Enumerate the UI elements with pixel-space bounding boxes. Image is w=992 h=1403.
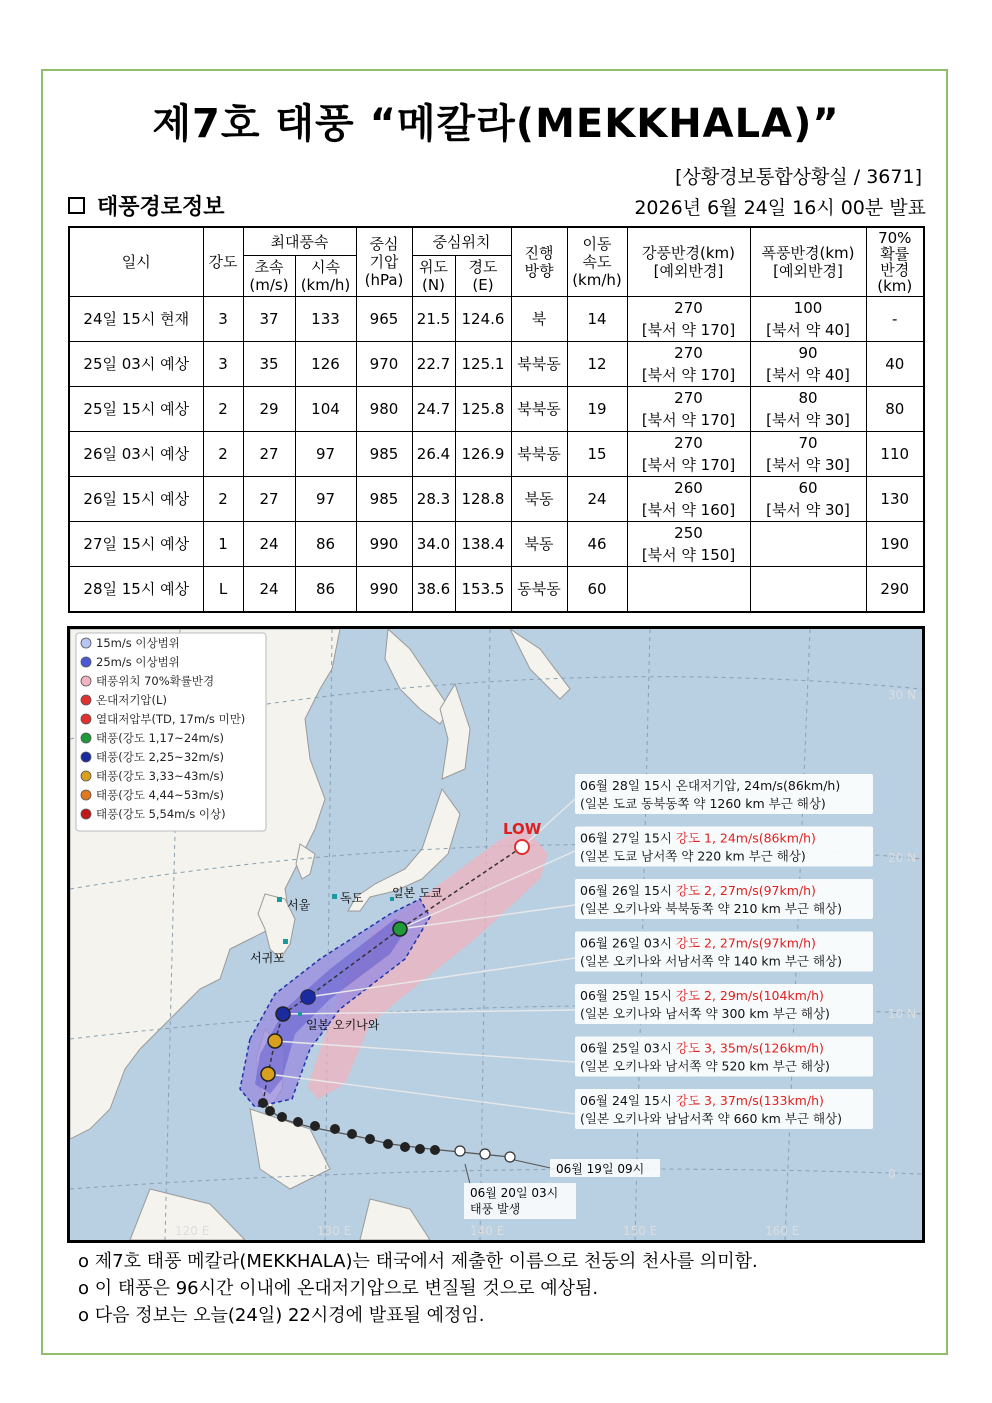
genesis-leader (465, 1164, 470, 1184)
cell-prob-radius: 110 (866, 432, 924, 477)
cell-wind-kmh: 97 (295, 477, 356, 522)
start-leader (510, 1159, 555, 1169)
cell-gale-radius-value: 270 (674, 389, 703, 407)
cell-intensity: 2 (203, 432, 243, 477)
typhoon-4-icon (81, 790, 91, 800)
map-svg (70, 629, 922, 1240)
cell-datetime: 24일 15시 현재 (69, 297, 203, 342)
annotation-location: (일본 오키나와 남서쪽 약 520 km 부근 해상) (580, 1058, 830, 1074)
cell-datetime: 25일 15시 예상 (69, 387, 203, 432)
legend-label: 온대저기압(L) (96, 693, 167, 707)
cell-gale-radius (627, 387, 750, 432)
annotation-time (580, 936, 816, 951)
header-wind-kmh: 시속 (km/h) (295, 256, 356, 297)
legend-label: 태풍위치 70%확률반경 (96, 674, 215, 688)
table-row (69, 567, 924, 613)
cell-storm-radius (750, 432, 866, 477)
department-label: [상황경보통합상황실 / 3671] (675, 166, 922, 188)
cell-storm-radius-value: 100 (793, 299, 823, 317)
cell-direction: 북 (511, 297, 567, 342)
place-tokyo: 일본 도쿄 (392, 886, 443, 900)
place-seoul: 서울 (287, 898, 311, 912)
cell-lon: 153.5 (455, 567, 511, 613)
td-symbols (455, 1146, 515, 1162)
typhoon-5-icon (81, 809, 91, 819)
cell-lat: 22.7 (412, 342, 455, 387)
cell-gale-radius (627, 342, 750, 387)
cell-speed: 19 (567, 387, 627, 432)
lat-label: 20 N (888, 851, 917, 865)
cell-gale-radius-value: 270 (674, 299, 703, 317)
annotation-time (580, 883, 816, 898)
annotation-location: (일본 오키나와 서남서쪽 약 140 km 부근 해상) (580, 953, 842, 969)
cell-wind-kmh: 86 (295, 522, 356, 567)
cell-datetime: 25일 03시 예상 (69, 342, 203, 387)
lat-label: 30 N (888, 688, 917, 702)
cell-wind-ms: 24 (243, 567, 295, 613)
legend-label: 태풍(강도 1,17~24m/s) (96, 731, 225, 745)
cell-storm-radius-value (751, 567, 866, 589)
cell-lon: 125.8 (455, 387, 511, 432)
annotation-time (580, 831, 816, 846)
cell-wind-ms: 24 (243, 522, 295, 567)
cell-speed: 15 (567, 432, 627, 477)
annotation-time-text: 06월 28일 15시 온대저기압, 24m/s(86km/h) (580, 778, 841, 793)
cell-storm-radius-exception: [북서 약 40] (766, 366, 850, 384)
cell-storm-radius-exception: [북서 약 30] (766, 411, 850, 429)
header-lat: 위도 (N) (412, 256, 455, 297)
typhoon-2-icon (81, 752, 91, 762)
place-seogwipo: 서귀포 (250, 951, 285, 965)
cell-gale-radius-exception: [북서 약 170] (641, 366, 736, 384)
annotation-time (580, 778, 840, 793)
genesis-label-text: 태풍 발생 (470, 1202, 521, 1216)
lon-label: 160 E (765, 1224, 800, 1238)
cell-prob-radius: - (866, 297, 924, 342)
cell-gale-radius-exception (628, 589, 750, 611)
header-datetime: 일시 (69, 227, 203, 297)
annotation-location: (일본 오키나와 북북동쪽 약 210 km 부근 해상) (580, 901, 842, 916)
annotation-location: (일본 도쿄 남서쪽 약 220 km 부근 해상) (580, 848, 806, 864)
note-3: o 다음 정보는 오늘(24일) 22시경에 발표될 예정임. (78, 1305, 485, 1326)
cell-wind-ms: 27 (243, 432, 295, 477)
annotation-time (580, 1093, 824, 1108)
cell-pressure: 980 (356, 387, 412, 432)
map-legend (76, 633, 266, 831)
lon-label: 150 E (623, 1224, 658, 1238)
cell-intensity: 1 (203, 522, 243, 567)
cell-lon: 125.1 (455, 342, 511, 387)
tropical-depression-icon (81, 714, 91, 724)
cell-pressure: 990 (356, 567, 412, 613)
cell-pressure: 965 (356, 297, 412, 342)
lat-label: 0 (888, 1167, 896, 1181)
cell-lon: 126.9 (455, 432, 511, 477)
cell-wind-kmh: 86 (295, 567, 356, 613)
cell-storm-radius-exception: [북서 약 30] (766, 501, 850, 519)
header-storm-radius: 폭풍반경(km) [예외반경] (750, 227, 866, 297)
annotation-time-text: 06월 26일 03시 (580, 935, 676, 951)
cell-direction: 북북동 (511, 432, 567, 477)
annotation-intensity: 강도 3, 35m/s(126km/h) (675, 1040, 824, 1056)
cell-storm-radius (750, 297, 866, 342)
annotation-intensity: 강도 2, 27m/s(97km/h) (675, 935, 816, 951)
cell-speed: 12 (567, 342, 627, 387)
track-table (68, 226, 925, 613)
cell-gale-radius (627, 297, 750, 342)
table-row (69, 522, 924, 567)
annotation-location: (일본 오키나와 남서쪽 약 300 km 부근 해상) (580, 1006, 830, 1021)
table-row (69, 387, 924, 432)
header-wind-ms: 초속 (m/s) (243, 256, 295, 297)
cell-gale-radius-value (628, 567, 750, 589)
section-title: 태풍경로정보 (97, 195, 225, 220)
annotation-time-text: 06월 26일 15시 (580, 883, 676, 898)
cell-wind-ms: 37 (243, 297, 295, 342)
cell-direction: 동북동 (511, 567, 567, 613)
header-intensity: 강도 (203, 227, 243, 297)
cell-gale-radius-value: 270 (674, 344, 703, 362)
annotation-time-text: 06월 24일 15시 (580, 1093, 676, 1108)
annotation-intensity: 강도 1, 24m/s(86km/h) (675, 830, 816, 846)
cell-storm-radius-exception (751, 589, 866, 611)
annotation-time-text: 06월 25일 15시 (580, 988, 676, 1003)
low-label: LOW (503, 820, 542, 838)
cell-storm-radius (750, 567, 866, 613)
lat-label: 10 N (888, 1007, 917, 1021)
cell-storm-radius (750, 477, 866, 522)
cell-lat: 26.4 (412, 432, 455, 477)
cell-gale-radius (627, 522, 750, 567)
typhoon-track-map (67, 626, 925, 1243)
cell-speed: 46 (567, 522, 627, 567)
legend-label: 15m/s 이상범위 (96, 636, 180, 650)
cell-gale-radius-exception: [북서 약 170] (641, 321, 736, 339)
cell-wind-kmh: 97 (295, 432, 356, 477)
annotation-intensity: 강도 2, 29m/s(104km/h) (675, 988, 824, 1003)
cell-storm-radius-exception: [북서 약 40] (766, 321, 850, 339)
start-label: 06월 19일 09시 (556, 1162, 645, 1176)
cell-storm-radius-exception: [북서 약 30] (766, 456, 850, 474)
cell-wind-ms: 29 (243, 387, 295, 432)
cell-intensity: 2 (203, 477, 243, 522)
cell-gale-radius-value: 270 (674, 434, 703, 452)
cell-intensity: L (203, 567, 243, 613)
page-title: 제7호 태풍 “메칼라(MEKKHALA)” (152, 101, 840, 147)
note-2: o 이 태풍은 96시간 이내에 온대저기압으로 변질될 것으로 예상됨. (78, 1278, 599, 1299)
issued-time: 2026년 6월 24일 16시 00분 발표 (634, 197, 926, 219)
header-lon: 경도 (E) (455, 256, 511, 297)
cell-gale-radius (627, 477, 750, 522)
cell-storm-radius (750, 387, 866, 432)
cell-datetime: 28일 15시 예상 (69, 567, 203, 613)
lon-label: 130 E (317, 1224, 352, 1238)
cell-gale-radius-exception: [북서 약 150] (641, 546, 736, 564)
cell-pressure: 985 (356, 432, 412, 477)
cell-intensity: 3 (203, 342, 243, 387)
header-gale-radius: 강풍반경(km) [예외반경] (627, 227, 750, 297)
cell-wind-kmh: 133 (295, 297, 356, 342)
cell-datetime: 26일 15시 예상 (69, 477, 203, 522)
notes (78, 1248, 758, 1329)
cell-speed: 14 (567, 297, 627, 342)
cell-gale-radius-exception: [북서 약 170] (641, 411, 736, 429)
cell-lon: 128.8 (455, 477, 511, 522)
annotations (575, 774, 873, 1129)
annotation-intensity: 강도 2, 27m/s(97km/h) (675, 883, 816, 898)
light-blue-circle-icon (81, 638, 91, 648)
cell-pressure: 985 (356, 477, 412, 522)
cell-wind-kmh: 104 (295, 387, 356, 432)
legend-label: 태풍(강도 5,54m/s 이상) (96, 807, 226, 821)
cell-speed: 24 (567, 477, 627, 522)
cell-wind-ms: 35 (243, 342, 295, 387)
cell-lat: 34.0 (412, 522, 455, 567)
typhoon-1-icon (81, 733, 91, 743)
cell-direction: 북북동 (511, 387, 567, 432)
header-direction: 진행 방향 (511, 227, 567, 297)
legend-label: 태풍(강도 2,25~32m/s) (96, 750, 225, 764)
checkbox-icon (68, 197, 85, 214)
table-row (69, 342, 924, 387)
cell-lat: 21.5 (412, 297, 455, 342)
cell-storm-radius-value (751, 522, 866, 544)
cell-gale-radius-exception: [북서 약 160] (641, 501, 736, 519)
place-okinawa: 일본 오키나와 (306, 1018, 380, 1032)
cell-pressure: 970 (356, 342, 412, 387)
cell-direction: 북북동 (511, 342, 567, 387)
legend-label: 25m/s 이상범위 (96, 655, 180, 669)
cell-storm-radius-value: 90 (798, 344, 818, 362)
table-row (69, 477, 924, 522)
cell-gale-radius-value: 250 (674, 524, 703, 542)
cell-prob-radius: 190 (866, 522, 924, 567)
cell-datetime: 26일 03시 예상 (69, 432, 203, 477)
header-speed: 이동 속도 (km/h) (567, 227, 627, 297)
cell-prob-radius: 80 (866, 387, 924, 432)
typhoon-3-icon (81, 771, 91, 781)
cell-direction: 북동 (511, 477, 567, 522)
table-row (69, 432, 924, 477)
cell-storm-radius (750, 522, 866, 567)
genesis-label-date: 06월 20일 03시 (470, 1186, 559, 1200)
cell-gale-radius (627, 567, 750, 613)
annotation-time (580, 1041, 824, 1056)
cell-gale-radius-value: 260 (674, 479, 703, 497)
cell-storm-radius-value: 80 (798, 389, 818, 407)
annotation-intensity: 강도 3, 37m/s(133km/h) (675, 1093, 824, 1108)
cell-prob-radius: 290 (866, 567, 924, 613)
cell-prob-radius: 130 (866, 477, 924, 522)
legend-label: 태풍(강도 3,33~43m/s) (96, 769, 225, 783)
legend-label: 열대저압부(TD, 17m/s 미만) (96, 712, 246, 726)
cell-intensity: 2 (203, 387, 243, 432)
cell-storm-radius-value: 70 (798, 434, 818, 452)
cell-storm-radius-value: 60 (798, 479, 818, 497)
cell-pressure: 990 (356, 522, 412, 567)
annotation-location: (일본 오키나와 남남서쪽 약 660 km 부근 해상) (580, 1111, 842, 1126)
header-prob-radius: 70% 확률 반경 (km) (866, 227, 924, 297)
extratropical-low-icon (81, 695, 91, 705)
cell-prob-radius: 40 (866, 342, 924, 387)
cell-lon: 138.4 (455, 522, 511, 567)
cell-wind-kmh: 126 (295, 342, 356, 387)
table-row (69, 297, 924, 342)
annotation-time (580, 988, 824, 1003)
header-pressure: 중심 기압 (hPa) (356, 227, 412, 297)
cell-storm-radius-exception (751, 544, 866, 566)
cell-lat: 24.7 (412, 387, 455, 432)
cell-datetime: 27일 15시 예상 (69, 522, 203, 567)
lon-label: 120 E (175, 1224, 210, 1238)
header-center: 중심위치 (412, 227, 511, 256)
cell-gale-radius-exception: [북서 약 170] (641, 456, 736, 474)
header-max-wind: 최대풍속 (243, 227, 356, 256)
cell-direction: 북동 (511, 522, 567, 567)
cell-lon: 124.6 (455, 297, 511, 342)
section-header (68, 190, 225, 221)
legend-label: 태풍(강도 4,44~53m/s) (96, 788, 225, 802)
annotation-location: (일본 도쿄 동북동쪽 약 1260 km 부근 해상) (580, 796, 826, 811)
cell-wind-ms: 27 (243, 477, 295, 522)
cell-gale-radius (627, 432, 750, 477)
cell-storm-radius (750, 342, 866, 387)
note-1: o 제7호 태풍 메칼라(MEKKHALA)는 태국에서 제출한 이름으로 천둥의 천사를 의미함. (78, 1251, 758, 1272)
cell-speed: 60 (567, 567, 627, 613)
cell-intensity: 3 (203, 297, 243, 342)
pink-circle-icon (81, 676, 91, 686)
annotation-time-text: 06월 27일 15시 (580, 830, 676, 846)
blue-circle-icon (81, 657, 91, 667)
place-dokdo: 독도 (340, 891, 364, 905)
cell-lat: 28.3 (412, 477, 455, 522)
lon-label: 140 E (470, 1224, 505, 1238)
annotation-time-text: 06월 25일 03시 (580, 1040, 676, 1056)
cell-lat: 38.6 (412, 567, 455, 613)
